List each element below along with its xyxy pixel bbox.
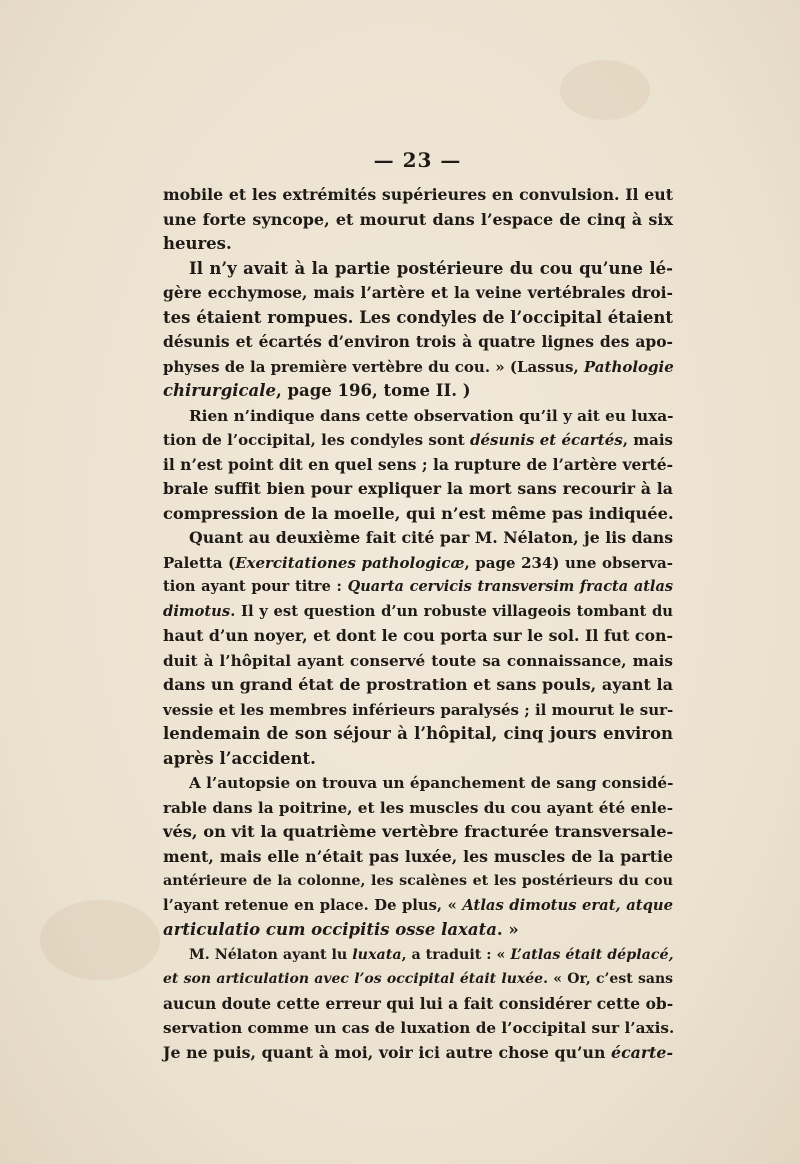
text-line bbox=[163, 232, 673, 257]
text-line bbox=[163, 600, 673, 625]
text-segment: , page 196, tome II. ) bbox=[276, 381, 471, 400]
text-line bbox=[163, 355, 673, 380]
text-line bbox=[163, 502, 673, 527]
text-line bbox=[163, 330, 673, 355]
text-line bbox=[163, 526, 673, 551]
text-segment: Paletta ( bbox=[163, 553, 236, 572]
text-segment: duit à l’hôpital ayant conservé toute sa connaissance, mais bbox=[163, 651, 673, 670]
text-line bbox=[163, 967, 673, 992]
text-segment: M. Nélaton ayant lu bbox=[189, 946, 353, 963]
text-line bbox=[163, 183, 673, 208]
text-line bbox=[163, 820, 673, 845]
italic-text: écarte- bbox=[611, 1042, 673, 1062]
paper-stain bbox=[40, 900, 160, 980]
text-segment: vés, on vit la quatrième vertèbre fracturée transversale- bbox=[163, 822, 674, 841]
text-line bbox=[163, 722, 673, 747]
text-segment: tion de l’occipital, les condyles sont bbox=[163, 431, 470, 449]
text-line bbox=[163, 943, 673, 968]
italic-text: Exercitationes pathologicæ bbox=[235, 553, 465, 572]
text-line bbox=[163, 747, 673, 772]
text-line bbox=[163, 649, 673, 674]
text-segment: Je ne puis, quant à moi, voir ici autre chose qu’un bbox=[163, 1042, 612, 1062]
text-segment: heures. bbox=[163, 234, 232, 253]
text-segment: il n’est point dit en quel sens ; la rupture de l’artère verté- bbox=[163, 454, 674, 474]
text-segment: , a traduit : « bbox=[401, 946, 511, 963]
italic-text: luxata bbox=[352, 946, 402, 963]
text-segment: ment, mais elle n’était pas luxée, les muscles de la partie bbox=[163, 846, 673, 866]
text-segment: mobile et les extrémités supérieures en convulsion. Il eut bbox=[163, 185, 673, 204]
text-line bbox=[163, 379, 673, 404]
italic-text: Pathologie bbox=[583, 357, 674, 376]
italic-text: chirurgicale bbox=[163, 381, 277, 400]
text-segment: haut d’un noyer, et dont le cou porta sur le sol. Il fut con- bbox=[163, 626, 673, 645]
text-segment: l’ayant retenue en place. De plus, « bbox=[163, 896, 463, 914]
text-segment: . Il y est question d’un robuste villageois tombant du bbox=[230, 602, 673, 620]
text-line bbox=[163, 771, 673, 796]
text-segment: rable dans la poitrine, et les muscles du cou ayant été enle- bbox=[163, 798, 674, 817]
text-segment: après l’accident. bbox=[163, 748, 316, 768]
text-line bbox=[163, 453, 673, 478]
text-line bbox=[163, 551, 673, 576]
text-line bbox=[163, 208, 673, 233]
text-segment: brale suffit bien pour expliquer la mort sans recourir à la bbox=[163, 479, 673, 498]
text-segment: servation comme un cas de luxation de l’occipital sur l’axis. bbox=[163, 1019, 675, 1037]
text-line bbox=[163, 306, 673, 331]
text-segment: physes de la première vertèbre du cou. » (Lassus, bbox=[163, 357, 584, 376]
text-line bbox=[163, 796, 673, 821]
italic-text: L’atlas était déplacé, bbox=[510, 946, 674, 963]
text-segment: lendemain de son séjour à l’hôpital, cinq jours environ bbox=[163, 724, 673, 743]
text-segment: dans un grand état de prostration et sans pouls, ayant la bbox=[163, 675, 673, 694]
text-line bbox=[163, 477, 673, 502]
text-segment: une forte syncope, et mourut dans l’espace de cinq à six bbox=[163, 209, 673, 229]
text-segment: A l’autopsie on trouva un épanchement de sang considé- bbox=[189, 774, 674, 792]
paper-stain bbox=[560, 60, 650, 120]
text-line bbox=[163, 845, 673, 870]
text-line bbox=[163, 918, 673, 943]
text-segment: antérieure de la colonne, les scalènes et les postérieurs du cou bbox=[163, 873, 673, 889]
text-line bbox=[163, 698, 673, 723]
text-line bbox=[163, 1041, 673, 1066]
page-number: — 23 — bbox=[373, 148, 462, 172]
text-segment: Rien n’indique dans cette observation qu’il y ait eu luxa- bbox=[189, 406, 674, 425]
italic-text: dimotus bbox=[163, 602, 231, 620]
text-segment: Quant au deuxième fait cité par M. Nélaton, je lis dans bbox=[189, 528, 674, 547]
text-segment: tion ayant pour titre : bbox=[163, 578, 348, 595]
text-line bbox=[163, 257, 673, 282]
text-segment: , mais bbox=[622, 431, 673, 449]
text-line bbox=[163, 869, 673, 894]
text-segment: vessie et les membres inférieurs paralysés ; il mourut le sur- bbox=[163, 700, 674, 719]
text-line bbox=[163, 281, 673, 306]
text-line bbox=[163, 1016, 673, 1041]
text-segment: . « Or, c’est sans bbox=[543, 971, 674, 987]
text-line bbox=[163, 673, 673, 698]
text-line bbox=[163, 624, 673, 649]
text-segment: aucun doute cette erreur qui lui a fait considérer cette ob- bbox=[163, 993, 674, 1013]
body-text bbox=[163, 183, 673, 1065]
text-line bbox=[163, 575, 673, 600]
text-segment: . » bbox=[496, 920, 519, 939]
text-line bbox=[163, 428, 673, 453]
text-segment: gère ecchymose, mais l’artère et la veine vertébrales droi- bbox=[163, 283, 673, 302]
text-segment: désunis et écartés d’environ trois à quatre lignes des apo- bbox=[163, 332, 673, 351]
text-segment: , page 234) une observa- bbox=[464, 553, 673, 572]
text-line bbox=[163, 992, 673, 1017]
text-segment: Il n’y avait à la partie postérieure du cou qu’une lé- bbox=[189, 258, 673, 278]
italic-text: désunis et écartés bbox=[469, 431, 623, 449]
text-segment: tes étaient rompues. Les condyles de l’occipital étaient bbox=[163, 307, 673, 327]
text-segment: compression de la moelle, qui n’est même pas indiquée. bbox=[163, 503, 674, 523]
text-line bbox=[163, 404, 673, 429]
italic-text: Atlas dimotus erat, atque bbox=[462, 896, 673, 914]
text-line bbox=[163, 894, 673, 919]
italic-text: Quarta cervicis transversim fracta atlas bbox=[347, 578, 673, 595]
italic-text: et son articulation avec l’os occipital était luxée bbox=[163, 971, 544, 987]
italic-text: articulatio cum occipitis osse laxata bbox=[163, 920, 497, 939]
